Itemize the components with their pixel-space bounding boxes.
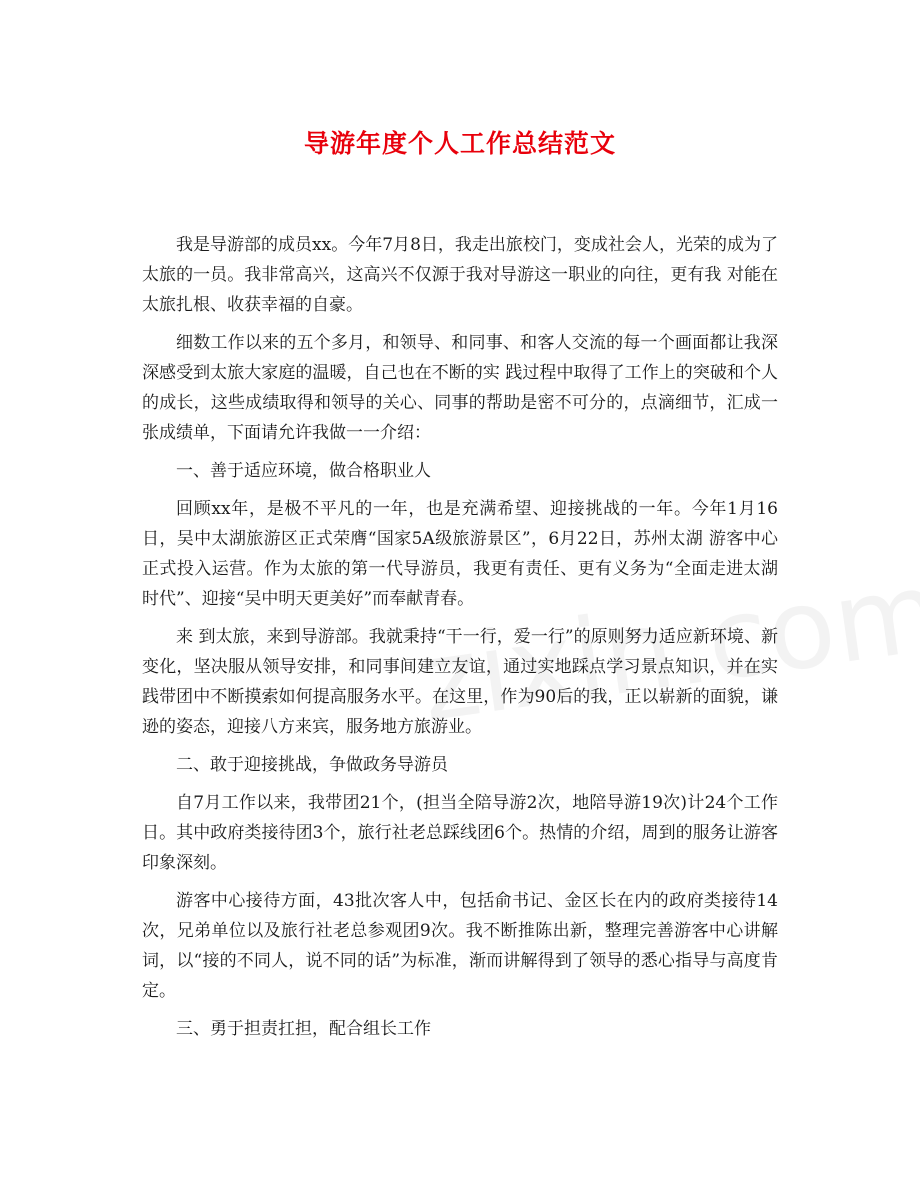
paragraph-adaptation: 来 到太旅，来到导游部。我就秉持“干一行，爱一行”的原则努力适应新环境、新变化，坚决服从领导安排，和同事间建立友谊，通过实地踩点学习景点知识，并在实 践带团中不断摸索如何提高服务水平。在这里，作为90后的我，正以崭新的面貌，谦逊的姿态，迎接八方来宾，服务地方旅游业。 — [142, 627, 778, 737]
paragraph-intro: 我是导游部的成员xx。今年7月8日，我走出旅校门，变成社会人，光荣的成为了太旅的一员。我非常高兴，这高兴不仅源于我对导游这一职业的向往，更有我 对能在太旅扎根、收获幸福的自豪。 — [142, 235, 778, 315]
section-heading-3: 三、勇于担责扛担，配合组长工作 — [176, 1019, 431, 1039]
section-heading-2: 二、敢于迎接挑战，争做政务导游员 — [176, 755, 448, 775]
document-body — [142, 230, 778, 1052]
paragraph-review: 回顾xx年，是极不平凡的一年，也是充满希望、迎接挑战的一年。今年1月16日，吴中太湖旅游区正式荣膺“国家5A级旅游景区”，6月22日，苏州太湖 游客中心正式投入运营。作为太旅的第一代导游员，我更有责任、更有义务为“全面走进太湖时代”、迎接“吴中明天更美好”而奉献青春。 — [142, 499, 778, 609]
paragraph-reflection: 细数工作以来的五个多月，和领导、和同事、和客人交流的每一个画面都让我深深感受到太旅大家庭的温暖，自己也在不断的实 践过程中取得了工作上的突破和个人的成长，这些成绩取得和领导的关心、同事的帮助是密不可分的，点滴细节，汇成一张成绩单，下面请允许我做一一介绍： — [142, 333, 778, 443]
paragraph-visitor-center: 游客中心接待方面，43批次客人中，包括俞书记、金区长在内的政府类接待14次，兄弟单位以及旅行社老总参观团9次。我不断推陈出新，整理完善游客中心讲解词，以“接的不同人，说不同的话”为标准，渐而讲解得到了领导的悉心指导与高度肯定。 — [142, 891, 778, 1001]
document-title: 导游年度个人工作总结范文 — [303, 129, 616, 158]
paragraph-tours: 自7月工作以来，我带团21个，(担当全陪导游2次，地陪导游19次)计24个工作日。其中政府类接待团3个，旅行社老总踩线团6个。热情的介绍，周到的服务让游客印象深刻。 — [142, 793, 778, 873]
section-heading-1: 一、善于适应环境，做合格职业人 — [176, 461, 431, 481]
